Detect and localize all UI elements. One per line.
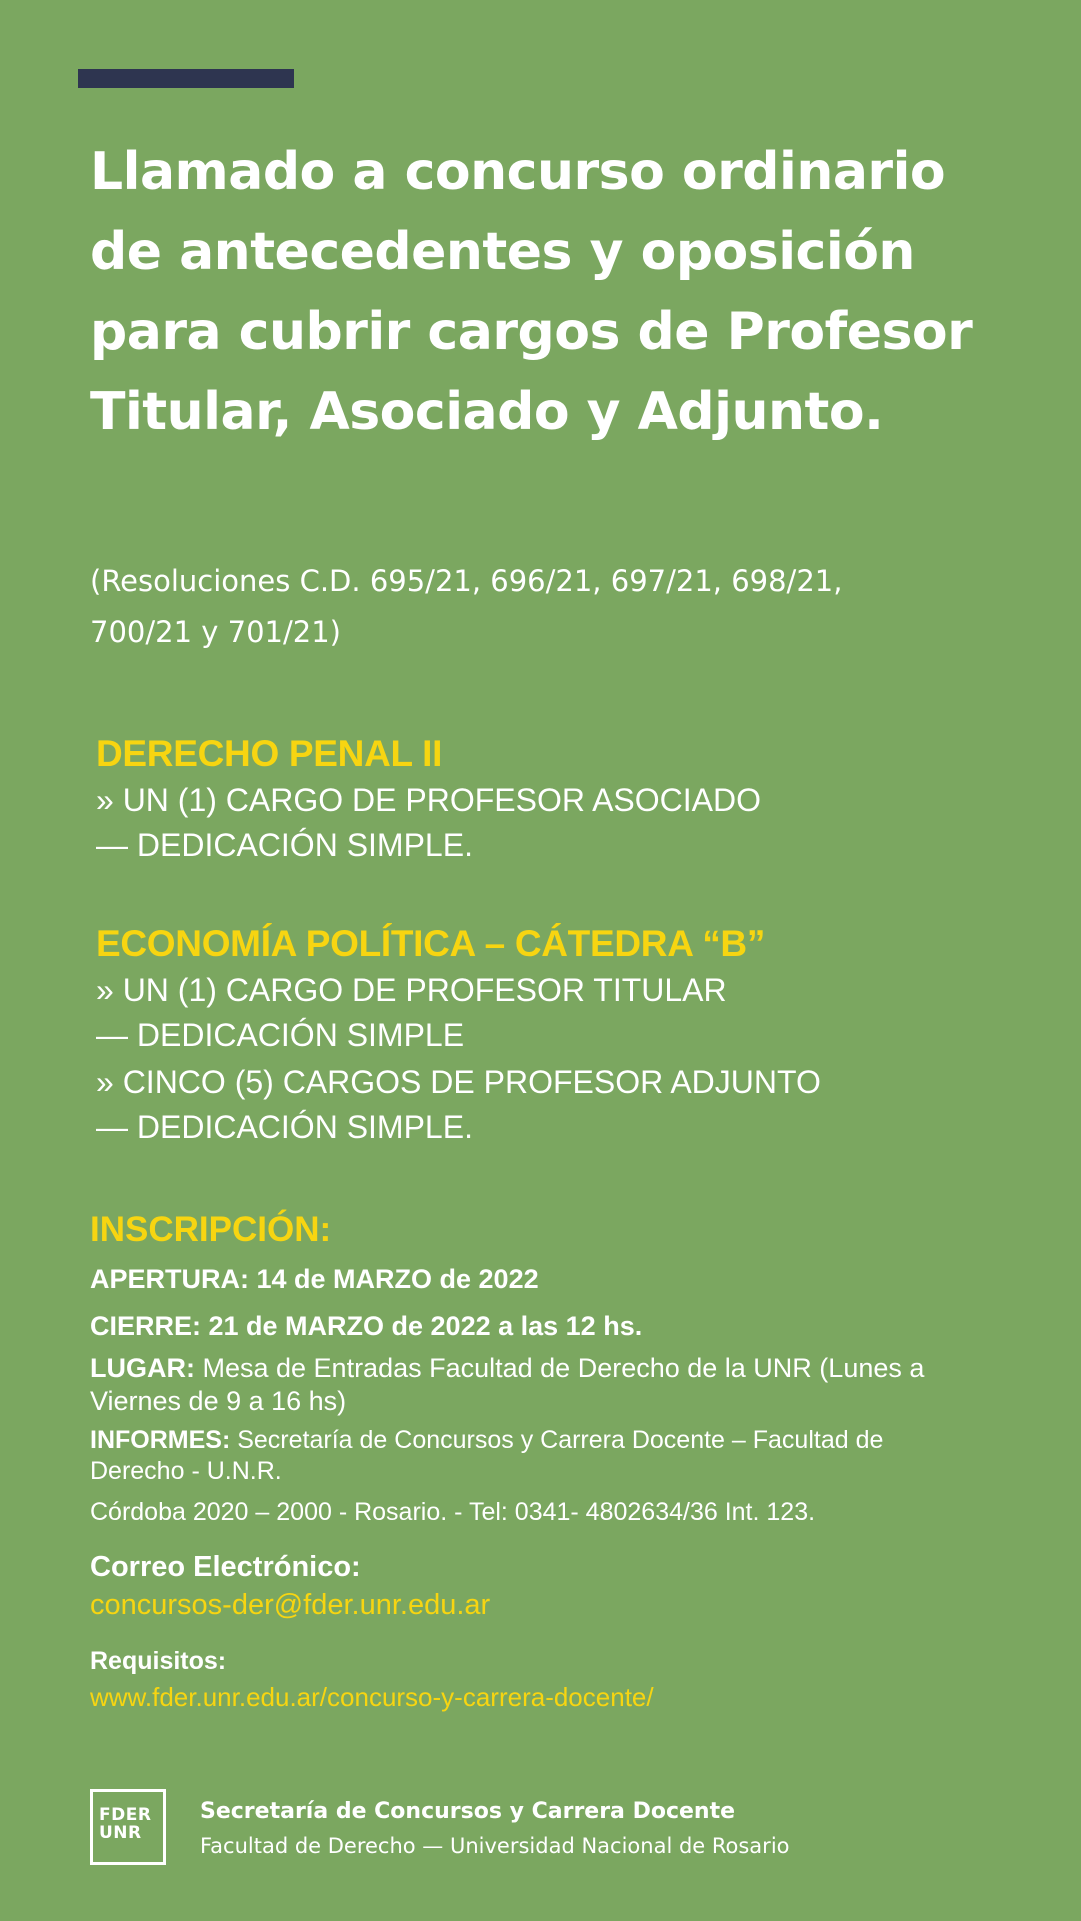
requisitos-link[interactable]: www.fder.unr.edu.ar/concurso-y-carrera-docente/ [90,1682,654,1712]
apertura-line [90,1261,970,1297]
lugar-label: LUGAR: [90,1353,195,1383]
cierre-text: CIERRE: 21 de MARZO de 2022 a las 12 hs. [90,1311,643,1341]
section-heading: DERECHO PENAL II [96,733,443,774]
apertura-text: APERTURA: 14 de MARZO de 2022 [90,1264,539,1294]
section-derecho-penal [96,730,996,868]
lugar-line [90,1352,960,1418]
logo-line-1: FDER [99,1805,152,1825]
cierre-line [90,1308,970,1344]
section-line: — DEDICACIÓN SIMPLE. [96,1109,473,1145]
section-economia-politica [96,920,996,1150]
logo-text [99,1806,151,1842]
resolutions-text: (Resoluciones C.D. 695/21, 696/21, 697/21, 698/21, 700/21 y 701/21) [90,564,843,649]
accent-bar [78,69,294,88]
informes-text [90,1425,970,1487]
inscripcion-heading: INSCRIPCIÓN: [90,1210,332,1249]
footer-title: Secretaría de Concursos y Carrera Docente [200,1799,736,1824]
address-line [90,1497,970,1528]
footer-subtitle: Facultad de Derecho — Universidad Nacional de Rosario [200,1834,790,1858]
logo-line-2: UNR [99,1823,142,1843]
section-line: » UN (1) CARGO DE PROFESOR TITULAR [96,972,727,1008]
address-text: Córdoba 2020 – 2000 - Rosario. - Tel: 0341- 4802634/36 Int. 123. [90,1498,816,1526]
section-line: » CINCO (5) CARGOS DE PROFESOR ADJUNTO [96,1064,821,1100]
section-heading: ECONOMÍA POLÍTICA – CÁTEDRA “B” [96,923,766,964]
email-link[interactable]: concursos-der@fder.unr.edu.ar [90,1589,491,1621]
email-block [90,1548,970,1624]
informes-value: Secretaría de Concursos y Carrera Docente – Facultad de Derecho - U.N.R. [90,1426,884,1485]
section-line: — DEDICACIÓN SIMPLE [96,1017,465,1053]
requisitos-label: Requisitos: [90,1647,227,1675]
informes-label: INFORMES: [90,1426,231,1454]
page-title: Llamado a concurso ordinario de antecedentes y oposición para cubrir cargos de Profesor Titular, Asociado y Adjunto. [90,142,973,442]
lugar-text [90,1352,960,1418]
requisitos-block [90,1643,970,1715]
informes-line [90,1425,970,1487]
section-line: — DEDICACIÓN SIMPLE. [96,827,473,863]
lugar-value: Mesa de Entradas Facultad de Derecho de la UNR (Lunes a Viernes de 9 a 16 hs) [90,1353,925,1416]
fder-unr-logo [90,1789,166,1865]
section-line: » UN (1) CARGO DE PROFESOR ASOCIADO [96,782,761,818]
email-label: Correo Electrónico: [90,1551,361,1583]
